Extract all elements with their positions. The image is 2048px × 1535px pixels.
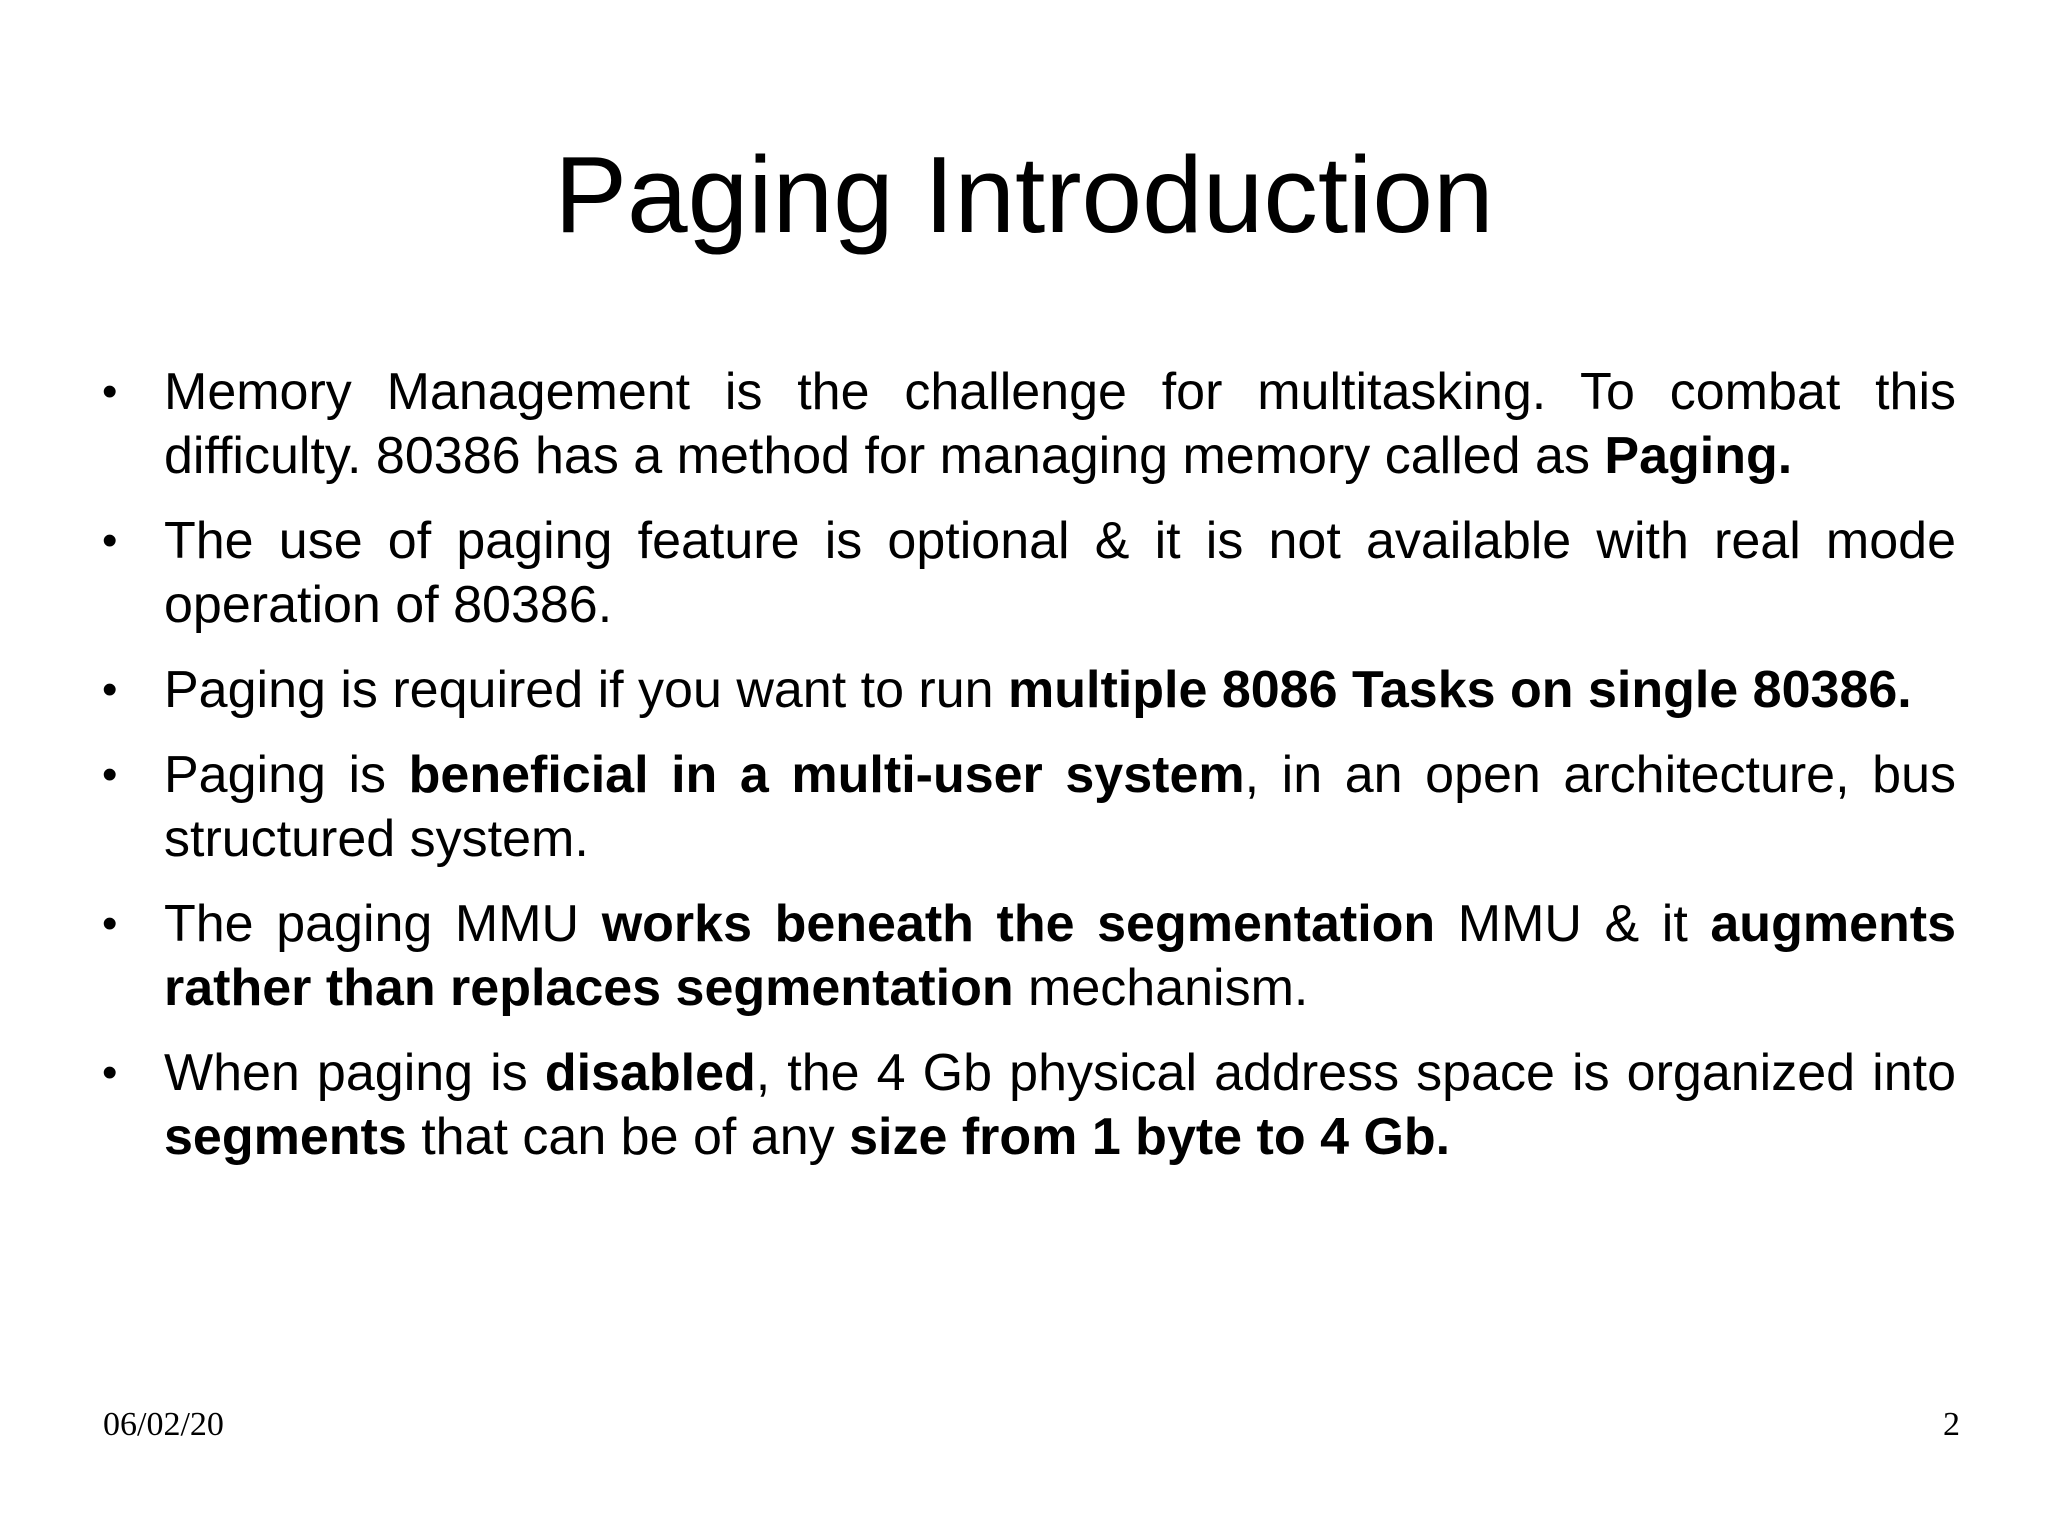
text-run-bold: multiple 8086 Tasks on single 80386. — [1008, 661, 1912, 719]
text-run: Paging is required if you want to run — [164, 661, 1009, 719]
bullet-item — [102, 892, 1956, 1020]
text-run-bold: size from 1 byte to 4 Gb. — [849, 1108, 1451, 1166]
bullet-item — [102, 743, 1956, 871]
text-run: Memory Management is the challenge for multitasking. To combat this difficulty. 80386 has a method for managing memory called as — [164, 363, 1956, 485]
bullet-text — [164, 1044, 1956, 1166]
text-run-bold: Paging. — [1604, 427, 1793, 485]
text-run: When paging is — [164, 1044, 545, 1102]
bullet-text — [164, 512, 1956, 634]
bullet-dot-icon: • — [102, 750, 118, 799]
text-run: , the 4 Gb physical address space is organized into — [755, 1044, 1956, 1102]
bullet-dot-icon: • — [102, 367, 118, 416]
footer-date: 06/02/20 — [103, 1406, 224, 1443]
text-run: that can be of any — [406, 1108, 850, 1166]
bullet-dot-icon: • — [102, 899, 118, 948]
text-run-bold: augments rather than replaces segmentation — [164, 895, 1956, 1017]
text-run: mechanism. — [1013, 959, 1309, 1017]
bullet-dot-icon: • — [102, 1048, 118, 1097]
text-run-bold: beneficial in a multi-user system — [408, 746, 1245, 804]
bullet-dot-icon: • — [102, 516, 118, 565]
text-run: The use of paging feature is optional & it is not available with real mode operation of 80386. — [164, 512, 1956, 634]
text-run: Paging is — [164, 746, 409, 804]
bullet-text — [164, 363, 1956, 485]
bullet-text — [164, 895, 1956, 1017]
page-number: 2 — [1943, 1406, 1960, 1443]
bullet-item — [102, 658, 1956, 722]
bullet-dot-icon: • — [102, 665, 118, 714]
text-run: MMU & it — [1435, 895, 1711, 953]
bullet-item — [102, 360, 1956, 488]
bullet-list — [102, 360, 1956, 1190]
slide-title: Paging Introduction — [554, 134, 1494, 256]
text-run: , in an open architecture, bus structured system. — [164, 746, 1956, 868]
bullet-text — [164, 661, 1912, 719]
bullet-item — [102, 509, 1956, 637]
bullet-item — [102, 1041, 1956, 1169]
text-run-bold: works beneath the segmentation — [601, 895, 1436, 953]
bullet-text — [164, 746, 1956, 868]
text-run-bold: segments — [164, 1108, 407, 1166]
text-run-bold: disabled — [544, 1044, 756, 1102]
text-run: The paging MMU — [164, 895, 602, 953]
